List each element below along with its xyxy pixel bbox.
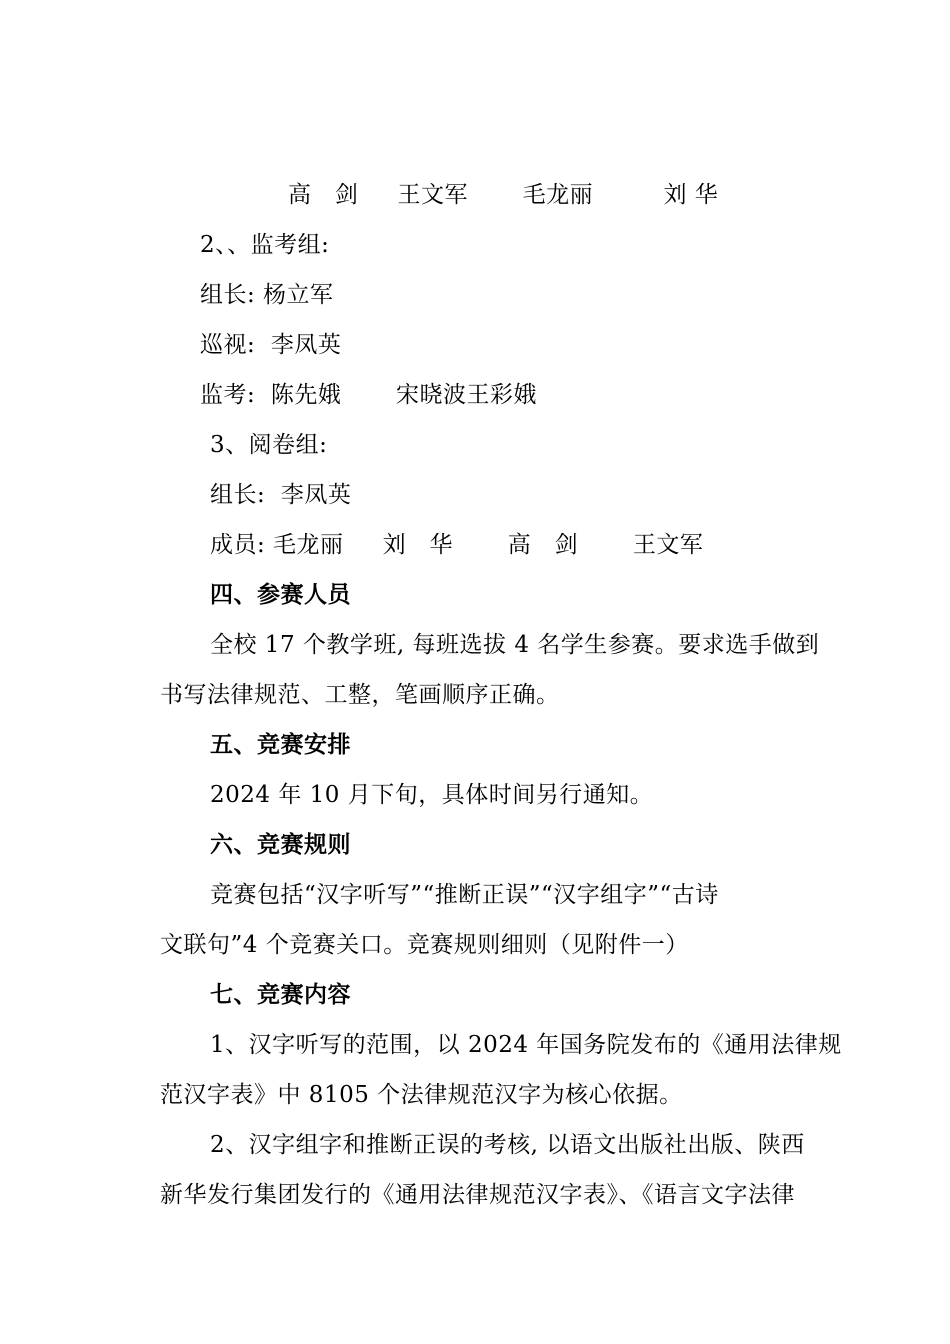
grading-leader-line: 组长: 李凤英 — [210, 482, 352, 508]
section-5-paragraph: 2024 年 10 月下旬，具体时间另行通知。 — [210, 782, 654, 808]
section-7-title: 七、竞赛内容 — [210, 982, 351, 1008]
section-6-paragraph-line-2: 文联句”4 个竞赛关口。竞赛规则细则（见附件一） — [160, 932, 689, 958]
section-7-item-2-line-2: 新华发行集团发行的《通用法律规范汉字表》、《语言文字法律 — [160, 1182, 795, 1208]
grading-group-heading: 3、阅卷组: — [210, 432, 328, 458]
section-7-item-2-line-1: 2、汉字组字和推断正误的考核, 以语文出版社出版、陕西 — [210, 1132, 805, 1158]
proctor-patrol-line: 巡视: 李凤英 — [200, 332, 342, 358]
section-4-title: 四、参赛人员 — [210, 582, 351, 608]
grading-members-line: 成员: 毛龙丽 刘 华 高 剑 王文军 — [210, 532, 704, 558]
section-4-paragraph-line-2: 书写法律规范、工整，笔画顺序正确。 — [160, 682, 560, 708]
section-5-title: 五、竞赛安排 — [210, 732, 351, 758]
section-7-item-1-line-2: 范汉字表》中 8105 个法律规范汉字为核心依据。 — [160, 1082, 683, 1108]
section-7-item-1-line-1: 1、汉字听写的范围，以 2024 年国务院发布的《通用法律规 — [210, 1032, 842, 1058]
proctor-group-heading: 2、、监考组: — [200, 232, 330, 258]
judges-members-line: 高 剑 王文军 毛龙丽 刘 华 — [288, 182, 719, 208]
section-6-paragraph-line-1: 竞赛包括“汉字听写”“推断正误”“汉字组字”“古诗 — [210, 882, 719, 908]
proctor-members-line: 监考: 陈先娥 宋晓波王彩娥 — [200, 382, 538, 408]
section-4-paragraph-line-1: 全校 17 个教学班, 每班选拔 4 名学生参赛。要求选手做到 — [210, 632, 820, 658]
section-6-title: 六、竞赛规则 — [210, 832, 351, 858]
proctor-leader-line: 组长: 杨立军 — [200, 282, 334, 308]
